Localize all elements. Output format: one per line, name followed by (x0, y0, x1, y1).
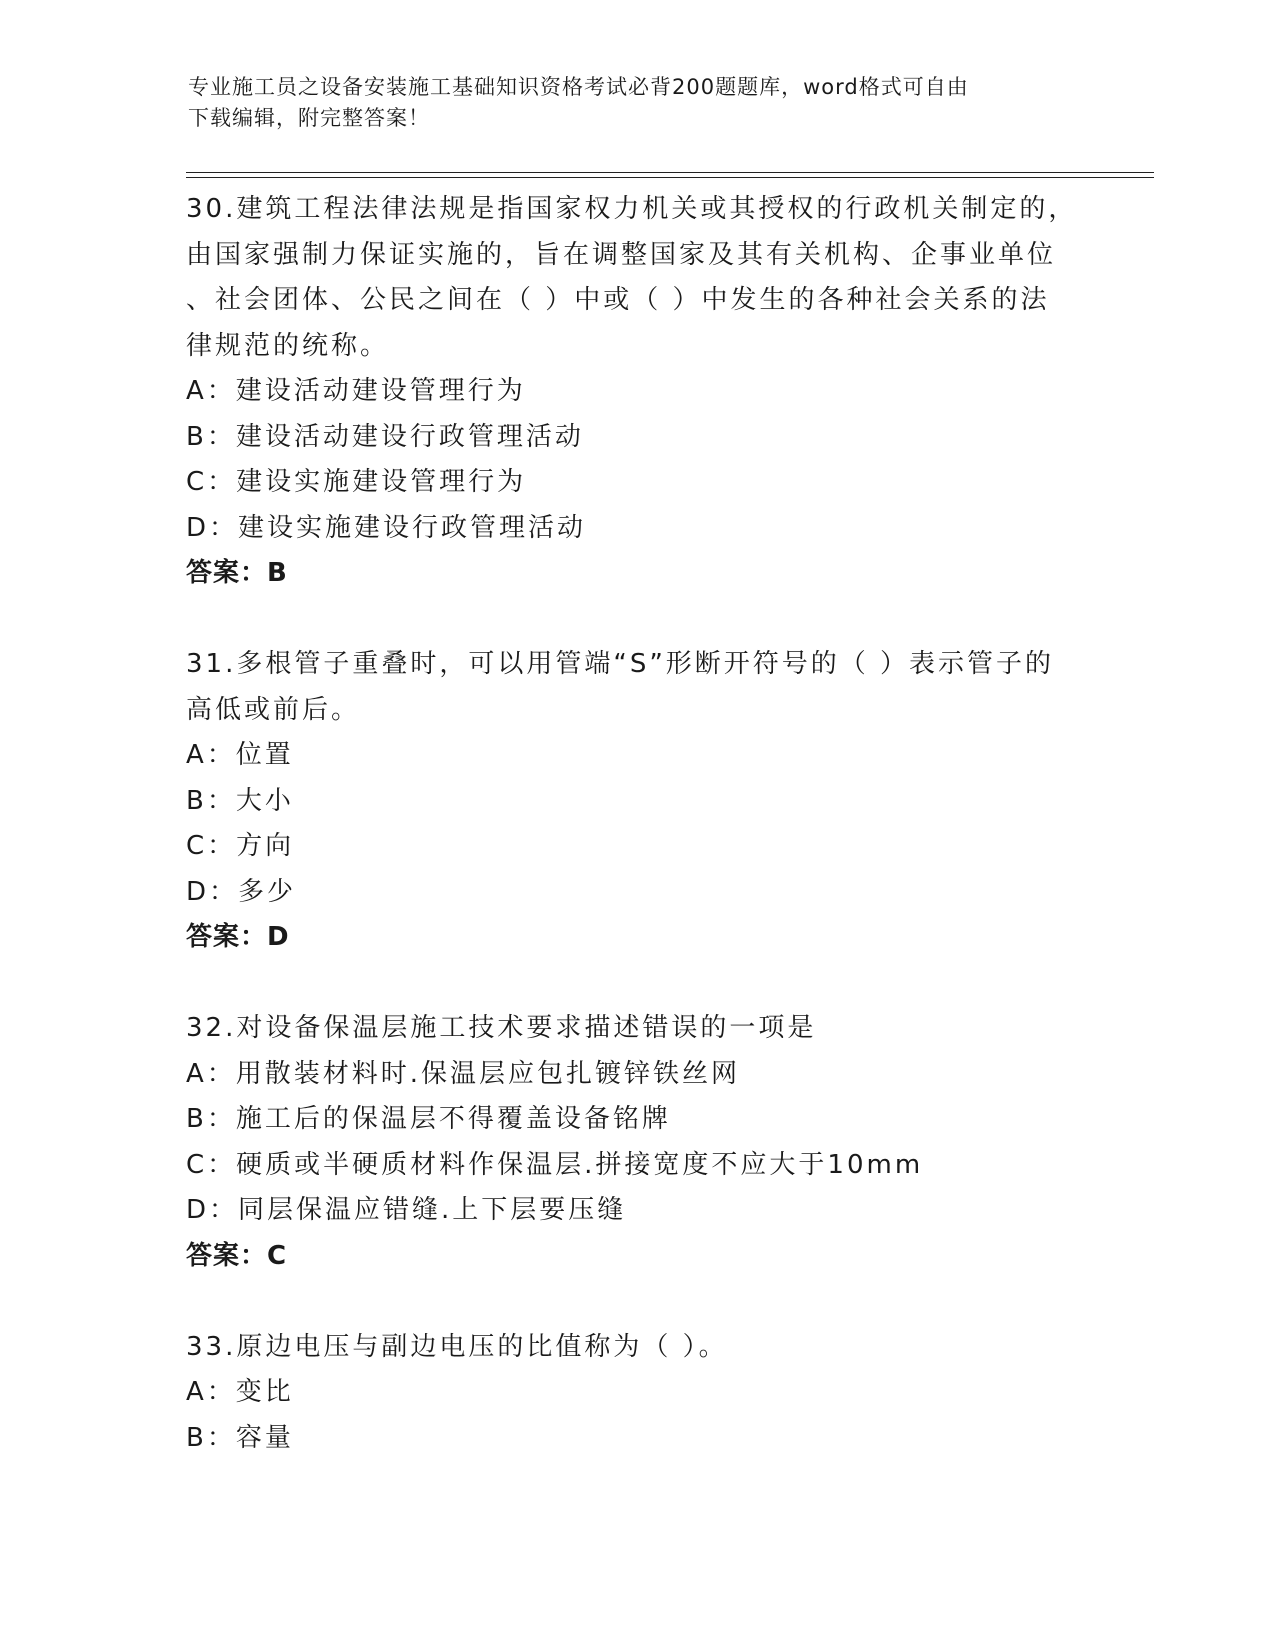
question-text-line: 31.多根管子重叠时，可以用管端“S”形断开符号的（ ）表示管子的 (186, 649, 1055, 679)
header-line-1: 专业施工员之设备安装施工基础知识资格考试必背200题题库，word格式可自由 (188, 75, 969, 99)
option-c: C：硬质或半硬质材料作保温层.拼接宽度不应大于10mm (186, 1149, 924, 1180)
option-b: B：施工后的保温层不得覆盖设备铭牌 (186, 1104, 671, 1134)
answer-label: 答案：C (186, 1240, 288, 1271)
header-rule-bottom (186, 177, 1154, 178)
option-a: A：变比 (186, 1377, 294, 1407)
option-c: C：方向 (186, 831, 295, 861)
spacer (186, 961, 1086, 1007)
question-33 (186, 1325, 1086, 1462)
question-30 (186, 187, 1086, 597)
option-d: D：建设实施建设行政管理活动 (186, 512, 587, 543)
option-a: A：位置 (186, 740, 294, 770)
answer-label: 答案：D (186, 922, 290, 952)
option-a: A：用散装材料时.保温层应包扎镀锌铁丝网 (186, 1058, 741, 1089)
question-text-line: 律规范的统称。 (186, 330, 390, 361)
question-text-line: 30.建筑工程法律法规是指国家权力机关或其授权的行政机关制定的， (186, 194, 1078, 224)
option-a: A：建设活动建设管理行为 (186, 376, 526, 406)
question-32 (186, 1006, 1086, 1279)
question-text-line: 32.对设备保温层施工技术要求描述错误的一项是 (186, 1013, 817, 1043)
spacer (186, 1279, 1086, 1325)
answer-label: 答案：B (186, 558, 288, 588)
option-b: B：建设活动建设行政管理活动 (186, 421, 584, 452)
question-text-line: 由国家强制力保证实施的，旨在调整国家及其有关机构、企事业单位 (186, 239, 1057, 270)
spacer (186, 597, 1086, 643)
option-c: C：建设实施建设管理行为 (186, 467, 527, 497)
option-b: B：容量 (186, 1422, 294, 1453)
document-header (188, 72, 1068, 134)
option-d: D：同层保温应错缝.上下层要压缝 (186, 1195, 627, 1225)
option-d: D：多少 (186, 876, 297, 907)
question-text-line: 、社会团体、公民之间在（ ）中或（ ）中发生的各种社会关系的法 (186, 285, 1050, 315)
question-text-line: 33.原边电压与副边电压的比值称为（ ）。 (186, 1331, 728, 1362)
header-rule-top (186, 172, 1154, 173)
option-b: B：大小 (186, 785, 294, 816)
header-line-2: 下载编辑，附完整答案！ (188, 106, 430, 130)
question-31 (186, 642, 1086, 961)
question-list (186, 187, 1086, 1461)
question-text-line: 高低或前后。 (186, 694, 361, 725)
